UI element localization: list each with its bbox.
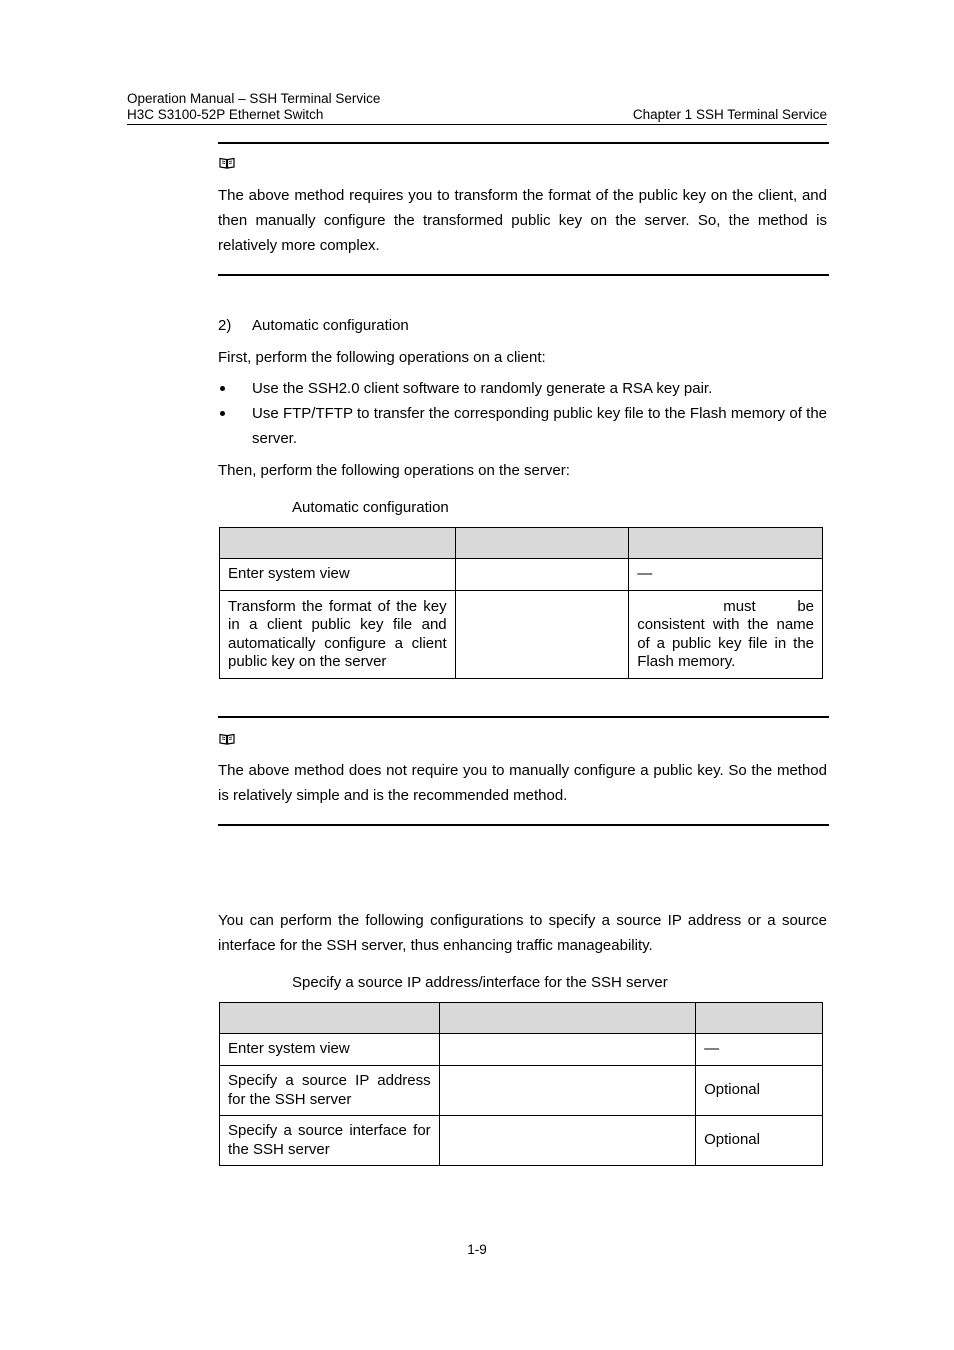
header-rule <box>127 124 827 125</box>
page-number: 1-9 <box>467 1242 487 1257</box>
table-cell-operation: Specify a source interface for the SSH server <box>220 1116 440 1166</box>
bullet-icon <box>220 386 225 391</box>
table2-caption: Specify a source IP address/interface for the SSH server <box>292 974 668 991</box>
table-row <box>220 591 823 679</box>
table-cell-operation: Specify a source IP address for the SSH server <box>220 1066 440 1116</box>
note1-text: The above method requires you to transform the format of the public key on the client, and then manually configure the transformed public key on the server. So, the method is relatively more complex. <box>218 187 827 254</box>
table-cell-remark <box>629 591 823 679</box>
list-number: 2) <box>218 317 232 334</box>
table-header-row <box>220 1003 823 1034</box>
table-cell-operation: Enter system view <box>220 559 456 591</box>
table-header-cell <box>439 1003 695 1034</box>
note1-top-rule <box>218 142 829 144</box>
table-row <box>220 559 823 591</box>
table-cell-operation: Enter system view <box>220 1034 440 1066</box>
table1 <box>219 527 823 679</box>
table-cell-command <box>455 559 629 591</box>
source-intro: You can perform the following configurations to specify a source IP address or a source interface for the SSH server, thus enhancing traffic manageability. <box>218 912 827 954</box>
bullet-icon <box>220 411 225 416</box>
table-row <box>220 1066 823 1116</box>
note2-text: The above method does not require you to manually configure a public key. So the method is relatively simple and is the recommended method. <box>218 762 827 804</box>
header-chapter: Chapter 1 SSH Terminal Service <box>632 107 827 122</box>
header-product: H3C S3100-52P Ethernet Switch <box>127 107 324 122</box>
table-header-cell <box>220 1003 440 1034</box>
note2-top-rule <box>218 716 829 718</box>
table-header-cell <box>696 1003 823 1034</box>
table-cell-command <box>455 591 629 679</box>
remark-text: must be consistent with the name of a public key file in the Flash memory. <box>637 597 814 670</box>
table-cell-remark: Optional <box>696 1116 823 1166</box>
book-icon <box>219 157 235 169</box>
table-cell-operation: Transform the format of the key in a client public key file and automatically configure a client public key on the server <box>220 591 456 679</box>
table2 <box>219 1002 823 1166</box>
table-header-cell <box>629 528 823 559</box>
table-header-cell <box>220 528 456 559</box>
table-cell-command <box>439 1034 695 1066</box>
table-row <box>220 1116 823 1166</box>
table-header-cell <box>455 528 629 559</box>
table-row <box>220 1034 823 1066</box>
list-item: Use the SSH2.0 client software to randomly generate a RSA key pair. <box>252 380 713 397</box>
table-cell-command <box>439 1066 695 1116</box>
table-cell-remark: Optional <box>696 1066 823 1116</box>
book-icon <box>219 733 235 745</box>
table-cell-remark: — <box>629 559 823 591</box>
table-cell-command <box>439 1116 695 1166</box>
client-intro: First, perform the following operations on a client: <box>218 349 546 366</box>
header-manual-title: Operation Manual – SSH Terminal Service <box>127 91 381 106</box>
table-header-row <box>220 528 823 559</box>
section-title: Automatic configuration <box>252 317 409 334</box>
table1-caption: Automatic configuration <box>292 499 449 516</box>
note1-bottom-rule <box>218 274 829 276</box>
server-intro: Then, perform the following operations on the server: <box>218 462 570 479</box>
note2-bottom-rule <box>218 824 829 826</box>
list-item: Use FTP/TFTP to transfer the corresponding public key file to the Flash memory of the server. <box>252 405 827 447</box>
table-cell-remark: — <box>696 1034 823 1066</box>
